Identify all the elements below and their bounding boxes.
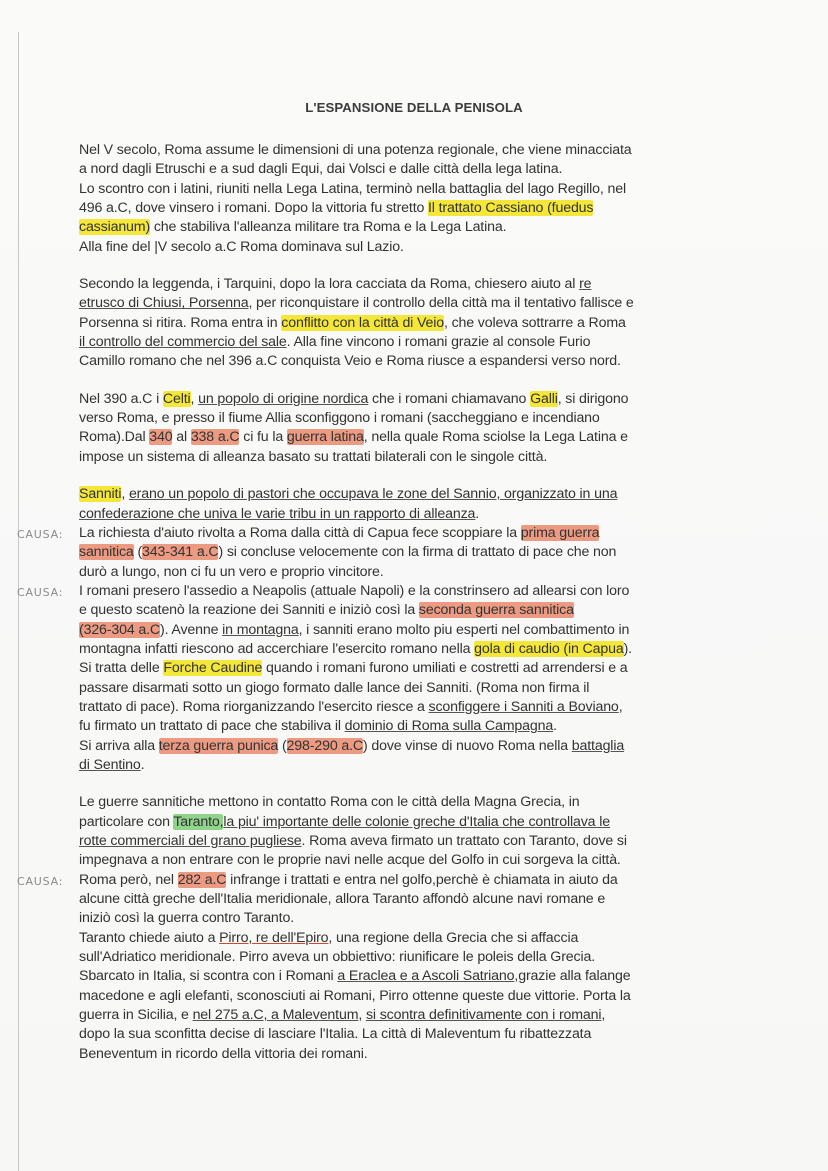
- text-segment: quando i romani furono umiliati e costretti ad arrendersi e a: [262, 660, 628, 677]
- text-segment: ci fu la: [239, 429, 287, 446]
- text-line: [79, 851, 759, 870]
- margin-note-causa: CAUSA:: [17, 874, 64, 888]
- text-segment: a nord dagli Etruschi e a sud dagli Equi, dai Volsci e dalle città della lega latina.: [79, 161, 563, 178]
- underlined-text: in montagna: [222, 621, 299, 638]
- text-line: [79, 199, 759, 218]
- text-line: [17, 582, 759, 601]
- text-line: [79, 813, 759, 832]
- text-segment: e questo scatenò la reazione dei Sanniti e iniziò così la: [79, 602, 419, 619]
- text-line: [17, 524, 759, 543]
- text-segment: macedone e agli elefanti, sconosciuti ai Romani, Pirro ottenne queste due vittorie. Porta la: [79, 987, 631, 1004]
- text-line: [79, 756, 759, 775]
- text-segment: La richiesta d'aiuto rivolta a Roma dalla città di Capua fece scoppiare la: [79, 524, 521, 541]
- text-segment: .: [553, 718, 557, 735]
- text-segment: ,: [358, 1007, 366, 1024]
- highlight-yellow: cassianum): [79, 219, 151, 236]
- text-line: [79, 659, 759, 678]
- highlight-red: 343-341 a.C: [142, 544, 219, 561]
- text-line: [79, 160, 759, 179]
- paragraph: [17, 485, 759, 775]
- underlined-text: nel 275 a.C, a Maleventum: [192, 1007, 359, 1024]
- text-line: [79, 1006, 759, 1025]
- text-segment: fu firmato un trattato di pace che stabiliva il: [79, 718, 345, 735]
- text-segment: .: [475, 505, 480, 522]
- paragraph: [17, 793, 759, 1064]
- text-segment: . Roma aveva firmato un trattato con Taranto, dove si: [301, 833, 627, 849]
- text-segment: alcune città greche dell'Italia meridionale, allora Taranto affondò alcune navi romane e: [79, 891, 606, 908]
- text-segment: Beneventum in ricordo della vittoria dei romani.: [79, 1045, 368, 1062]
- underlined-text: dominio di Roma sulla Campagna: [344, 718, 554, 735]
- underlined-text: la piu' importante delle colonie greche d'Italia che controllava le: [223, 813, 610, 830]
- text-line: [79, 314, 759, 333]
- paragraph-gap: [79, 775, 759, 793]
- underlined-text: si scontra definitivamente con i romani: [365, 1007, 602, 1024]
- text-segment: Porsenna si ritira. Roma entra in: [79, 314, 282, 331]
- text-line: [79, 180, 759, 199]
- text-line: [79, 352, 759, 371]
- text-segment: Sbarcato in Italia, si scontra con i Romani: [79, 968, 338, 985]
- underlined-text: etrusco di Chiusi, Porsenna: [79, 295, 249, 312]
- paragraph: [79, 390, 759, 467]
- text-segment: Si arriva alla: [79, 737, 159, 754]
- margin-note-causa: CAUSA:: [17, 527, 64, 541]
- underlined-text: confederazione che univa le varie tribu in un rapporto di alleanza: [79, 505, 476, 522]
- text-segment: Camillo romano che nel 396 a.C conquista Veio e Roma riusce a espandersi verso nord.: [79, 353, 621, 370]
- text-segment: ,: [190, 390, 199, 407]
- text-line: [79, 218, 759, 237]
- document-title: L'ESPANSIONE DELLA PENISOLA: [305, 100, 523, 115]
- text-segment: che stabiliva l'alleanza militare tra Roma e la Lega Latina.: [150, 219, 507, 236]
- highlight-yellow: conflitto con la città di Veio: [281, 314, 444, 331]
- text-segment: ) dove vinse di nuovo Roma nella: [362, 737, 572, 754]
- text-segment: ,: [618, 698, 623, 715]
- text-line: [79, 793, 759, 812]
- highlight-yellow: Forche Caudine: [163, 660, 263, 677]
- text-segment: ,grazie alla falange: [514, 968, 631, 985]
- text-line: [79, 563, 759, 582]
- text-line: [79, 1045, 759, 1064]
- text-segment: infrange i trattati e entra nel golfo,perchè è chiamata in aiuto da: [226, 871, 618, 888]
- text-segment: impegnava a non entrare con le proprie navi nelle acque del Golfo in cui sorgeva la città.: [79, 852, 621, 869]
- text-line: [79, 275, 759, 294]
- paragraph-gap: [79, 372, 759, 390]
- text-segment: (: [133, 544, 143, 561]
- underlined-text: re: [579, 276, 592, 293]
- text-segment: iniziò così la guerra contro Taranto.: [79, 910, 294, 927]
- text-segment: una regione della Grecia che si affaccia: [332, 929, 579, 946]
- underlined-text: sconfiggere i Sanniti a Boviano: [428, 698, 619, 715]
- text-line: [79, 485, 759, 504]
- highlight-red: (326-304 a.C: [79, 621, 161, 638]
- text-segment: , si dirigono: [557, 390, 629, 407]
- text-segment: sull'Adriatico meridionale. Pirro aveva un obbiettivo: riunificare le poleis della Grecia.: [79, 949, 595, 966]
- text-line: [79, 737, 759, 756]
- text-segment: 496 a.C, dove vinsero i romani. Dopo la vittoria fu stretto: [79, 200, 429, 217]
- text-segment: Nel V secolo, Roma assume le dimensioni di una potenza regionale, che viene minacciata: [79, 142, 632, 158]
- text-segment: , i sanniti erano molto piu esperti nel combattimento in: [298, 621, 630, 638]
- text-segment: (: [278, 737, 287, 754]
- text-segment: . Alla fine vincono i romani grazie al console Furio: [286, 334, 591, 351]
- text-segment: , che voleva sottrarre a Roma: [444, 314, 626, 331]
- highlight-red: 298-290 a.C: [286, 737, 363, 754]
- text-segment: guerra in Sicilia, e: [79, 1007, 193, 1024]
- highlight-red: guerra latina: [286, 429, 364, 446]
- text-line: [79, 543, 759, 562]
- paragraph-gap: [79, 257, 759, 275]
- paragraph-gap: [79, 467, 759, 485]
- highlight-red: 340: [149, 429, 173, 446]
- text-segment: Roma però, nel: [79, 871, 178, 888]
- underlined-text: un popolo di origine nordica: [198, 390, 369, 407]
- underlined-text: di Sentino: [79, 756, 141, 773]
- text-line: [79, 448, 759, 467]
- text-segment: durò a lungo, non ci fu un vero e proprio vincitore.: [79, 563, 384, 580]
- text-line: [79, 890, 759, 909]
- text-segment: ). Avenne: [160, 621, 223, 638]
- text-segment: Si tratta delle: [79, 660, 164, 677]
- margin-note-causa: CAUSA:: [17, 585, 64, 599]
- underlined-text: battaglia: [571, 737, 625, 754]
- text-segment: Alla fine del |V secolo a.C Roma dominava sul Lazio.: [79, 238, 404, 255]
- text-segment: ,: [121, 486, 129, 503]
- highlight-yellow: Il trattato Cassiano (fuedus: [428, 200, 594, 217]
- paragraph: [79, 141, 759, 257]
- text-segment: Lo scontro con i latini, riuniti nella Lega Latina, terminò nella battaglia del lago Regillo, nel: [79, 180, 626, 197]
- underlined-text: rotte commerciali del grano pugliese: [79, 833, 302, 849]
- text-segment: I romani presero l'assedio a Neapolis (attuale Napoli) e la constrinsero ad allearsi con loro: [79, 582, 630, 599]
- text-line: [79, 967, 759, 986]
- text-line: [79, 238, 759, 257]
- text-line: [79, 333, 759, 352]
- text-segment: , nella quale Roma sciolse la Lega Latina e: [363, 429, 628, 446]
- text-line: [79, 698, 759, 717]
- highlight-yellow: gola di caudio (in Capua: [474, 640, 624, 657]
- text-segment: montagna infatti riescono ad accerchiare l'esercito romano nella: [79, 640, 475, 657]
- highlight-red: prima guerra: [520, 524, 600, 541]
- highlight-red: sannitica: [79, 544, 134, 561]
- highlight-red: terza guerra punica: [158, 737, 279, 754]
- highlight-red: seconda guerra sannitica: [418, 602, 574, 619]
- highlight-green: Taranto,: [173, 813, 224, 830]
- underlined-text: erano un popolo di pastori che occupava le zone del Sannio, organizzato in una: [128, 486, 618, 503]
- underlined-text: a Eraclea e a Ascoli Satriano: [337, 968, 515, 985]
- text-line: [79, 717, 759, 736]
- text-segment: Nel 390 a.C i: [79, 390, 163, 407]
- text-segment: Roma).Dal: [79, 429, 150, 446]
- text-segment: verso Roma, e presso il fiume Allia sconfiggono i romani (saccheggiano e incendiano: [79, 410, 600, 427]
- text-line: [79, 832, 759, 851]
- highlight-yellow: Galli: [530, 390, 558, 407]
- document-body: [17, 141, 759, 1064]
- text-line: [79, 601, 759, 620]
- text-segment: Le guerre sannitiche mettono in contatto Roma con le città della Magna Grecia, in: [79, 794, 580, 811]
- text-segment: ) si concluse velocemente con la firma di trattato di pace che non: [218, 544, 617, 561]
- text-segment: al: [172, 429, 191, 446]
- text-line: [79, 409, 759, 428]
- text-segment: che i romani chiamavano: [368, 390, 531, 407]
- text-line: [79, 505, 759, 524]
- text-segment: , per riconquistare il controllo della città ma il tentativo fallisce e: [248, 295, 634, 312]
- text-line: [79, 1025, 759, 1044]
- text-segment: ,: [601, 1007, 606, 1024]
- text-segment: .: [140, 756, 145, 773]
- text-line: [79, 909, 759, 928]
- highlight-red: 282 a.C: [177, 871, 227, 888]
- text-line: [79, 294, 759, 313]
- text-segment: particolare con: [79, 813, 174, 830]
- text-line: [79, 987, 759, 1006]
- underlined-text: il controllo del commercio del sale: [79, 334, 287, 351]
- text-segment: Secondo la leggenda, i Tarquini, dopo la lora cacciata da Roma, chiesero aiuto al: [79, 276, 580, 293]
- underlined-text-red: Pirro, re dell'Epiro,: [219, 929, 333, 946]
- highlight-red: 338 a.C: [190, 429, 240, 446]
- text-line: [17, 871, 759, 890]
- text-segment: trattato di pace). Roma riorganizzando l'esercito riesce a: [79, 698, 429, 715]
- text-segment: ).: [623, 640, 632, 657]
- text-line: [79, 640, 759, 659]
- text-line: [79, 390, 759, 409]
- highlight-yellow: Celti: [162, 390, 191, 407]
- text-line: [79, 621, 759, 640]
- text-segment: impose un sistema di alleanza basato su trattati bilaterali con le singole città.: [79, 448, 548, 465]
- highlight-yellow: Sanniti: [79, 486, 122, 503]
- text-line: [79, 679, 759, 698]
- text-segment: dopo la sua sconfitta decise di lasciare l'Italia. La città di Maleventum fu ribattezzata: [79, 1026, 592, 1043]
- text-line: [79, 428, 759, 447]
- text-line: [79, 141, 759, 160]
- text-line: [79, 948, 759, 967]
- text-segment: Taranto chiede aiuto a: [79, 929, 220, 946]
- paragraph: [79, 275, 759, 372]
- text-line: [79, 929, 759, 948]
- text-segment: passare disarmati sotto un giogo formato dalle lance dei Sanniti. (Roma non firma il: [79, 679, 590, 696]
